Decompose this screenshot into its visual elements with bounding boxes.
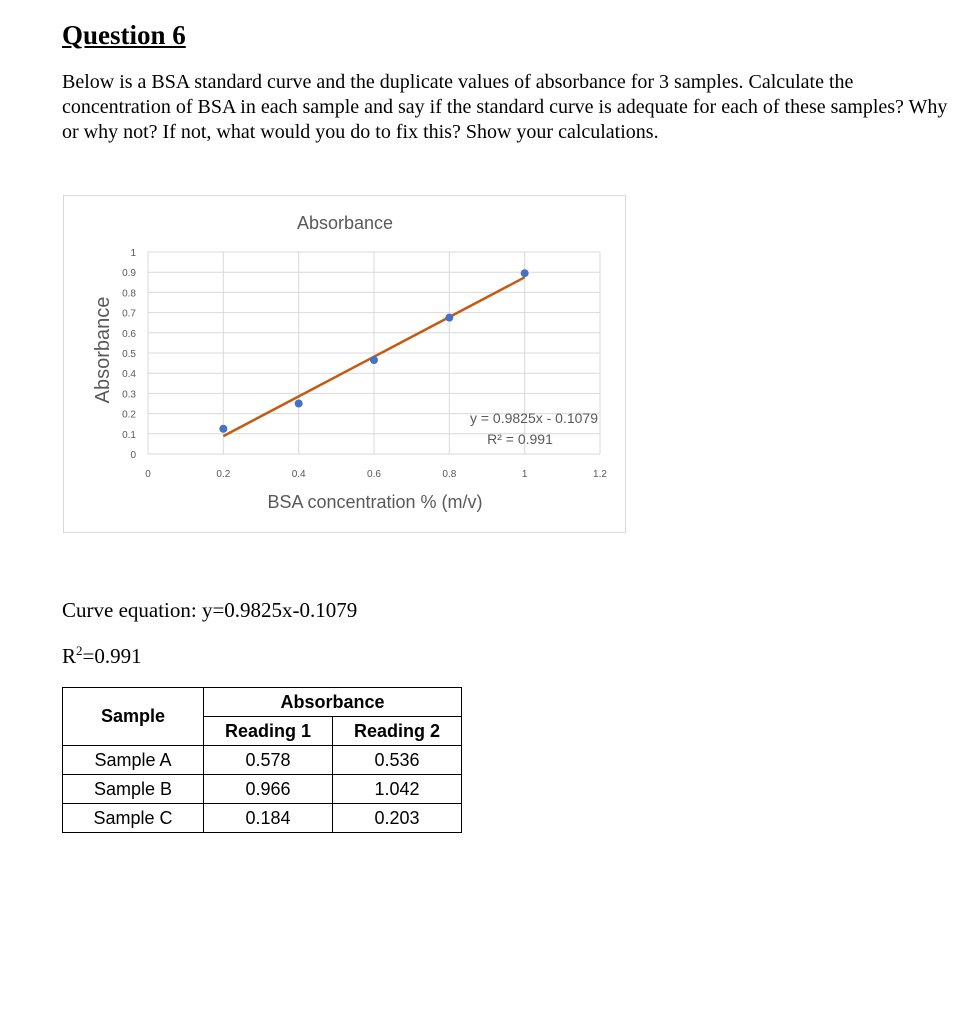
- chart-x-tick-label: 0.8: [442, 469, 457, 480]
- question-title: Question 6: [62, 20, 186, 50]
- chart-equation-label: y = 0.9825x - 0.1079: [469, 410, 599, 426]
- reading-2-header: Reading 2: [333, 717, 462, 746]
- chart-y-tick-label: 0.4: [122, 369, 136, 381]
- chart-y-tick-label: 0: [130, 450, 136, 461]
- chart-title: Absorbance: [296, 213, 394, 233]
- chart-y-tick-label: 0.8: [122, 288, 136, 300]
- chart-canvas: [64, 196, 625, 532]
- reading-2-cell: 1.042: [333, 775, 462, 804]
- table-row: [63, 804, 462, 833]
- reading-2-cell: 0.536: [333, 746, 462, 775]
- r-squared-prefix: R: [62, 644, 77, 668]
- reading-1-cell: 0.184: [204, 804, 333, 833]
- r-squared-superscript: 2: [76, 643, 83, 658]
- chart-data-point: [370, 356, 378, 364]
- chart-y-tick-label: 0.5: [122, 349, 136, 360]
- chart-y-tick-label: 0.2: [122, 409, 136, 421]
- chart-x-tick-label: 0.6: [367, 469, 381, 480]
- r-squared-value: =0.991: [82, 644, 142, 668]
- chart-data-point: [295, 400, 303, 408]
- chart-data-point: [521, 269, 529, 277]
- chart-data-point: [219, 425, 227, 433]
- chart-r2-label: R² = 0.991: [487, 431, 553, 447]
- chart-y-tick-label: 0.9: [122, 268, 136, 280]
- chart-x-tick-label: 0.4: [291, 469, 306, 480]
- reading-1-cell: 0.966: [204, 775, 333, 804]
- question-prompt: Below is a BSA standard curve and the duplicate values of absorbance for 3 samples. Calculate the concentration of BSA in each sample and say if the standard curve is adequate for each of these samples? Why or why not? If not, what would you do to fix this? Show your calculations.: [62, 71, 948, 143]
- reading-2-cell: 0.203: [333, 804, 462, 833]
- absorbance-table: [62, 687, 462, 833]
- chart-y-tick-label: 0.7: [122, 308, 136, 320]
- chart-x-axis-label: BSA concentration % (m/v): [267, 492, 483, 512]
- absorbance-column-header: Absorbance: [204, 688, 462, 717]
- chart-y-axis-label: Absorbance: [92, 296, 114, 404]
- r-squared-text: [62, 643, 142, 669]
- standard-curve-chart: [63, 195, 626, 533]
- chart-x-tick-label: 1.2: [593, 469, 607, 480]
- table-row: [63, 746, 462, 775]
- sample-name-cell: Sample A: [63, 746, 204, 775]
- chart-x-tick-label: 1: [521, 469, 528, 480]
- reading-1-cell: 0.578: [204, 746, 333, 775]
- chart-data-point: [445, 314, 453, 322]
- chart-y-tick-label: 0.6: [122, 328, 136, 340]
- table-row: [63, 775, 462, 804]
- chart-y-tick-label: 0.3: [122, 389, 136, 401]
- sample-name-cell: Sample B: [63, 775, 204, 804]
- chart-x-tick-label: 0.2: [216, 469, 231, 480]
- sample-name-cell: Sample C: [63, 804, 204, 833]
- reading-1-header: Reading 1: [204, 717, 333, 746]
- chart-y-tick-label: 1: [130, 248, 136, 259]
- chart-x-tick-label: 0: [145, 469, 151, 480]
- curve-equation-text: Curve equation: y=0.9825x-0.1079: [62, 598, 358, 622]
- sample-column-header: Sample: [63, 688, 204, 746]
- chart-y-tick-label: 0.1: [122, 429, 136, 441]
